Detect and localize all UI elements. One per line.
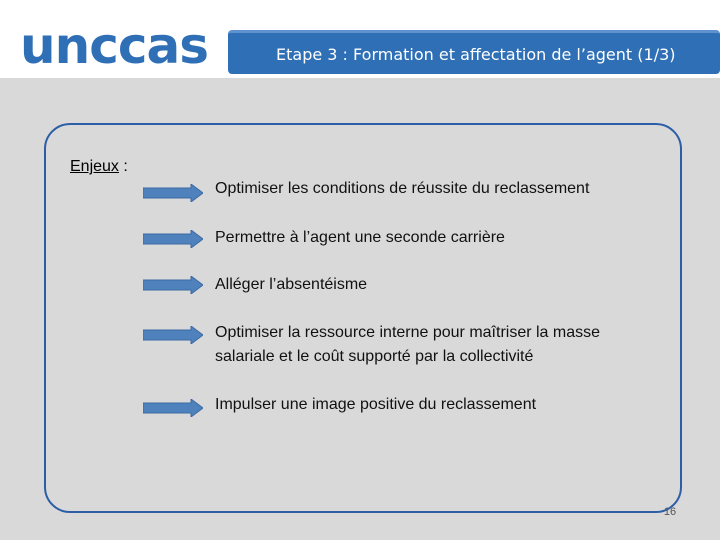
unccas-logo: unccas xyxy=(20,17,208,75)
right-arrow-icon xyxy=(143,399,203,417)
enjeux-heading-word: Enjeux xyxy=(70,158,119,175)
enjeux-heading xyxy=(70,156,128,178)
slide-title: Etape 3 : Formation et affectation de l’agent (1/3) xyxy=(276,45,676,64)
right-arrow-icon xyxy=(143,230,203,248)
list-item: Impulser une image positive du reclassement xyxy=(215,396,537,413)
right-arrow-icon xyxy=(143,326,203,344)
right-arrow-icon xyxy=(143,276,203,294)
enjeux-heading-suffix: : xyxy=(118,158,128,175)
list-item: Optimiser la ressource interne pour maîtriser la masse salariale et le coût supporté par la collectivité xyxy=(215,324,601,365)
list-item: Permettre à l’agent une seconde carrière xyxy=(215,229,505,246)
list-item: Alléger l’absentéisme xyxy=(215,276,368,293)
page-number: 16 xyxy=(663,506,677,518)
right-arrow-icon xyxy=(143,184,203,202)
list-item: Optimiser les conditions de réussite du reclassement xyxy=(215,180,590,197)
